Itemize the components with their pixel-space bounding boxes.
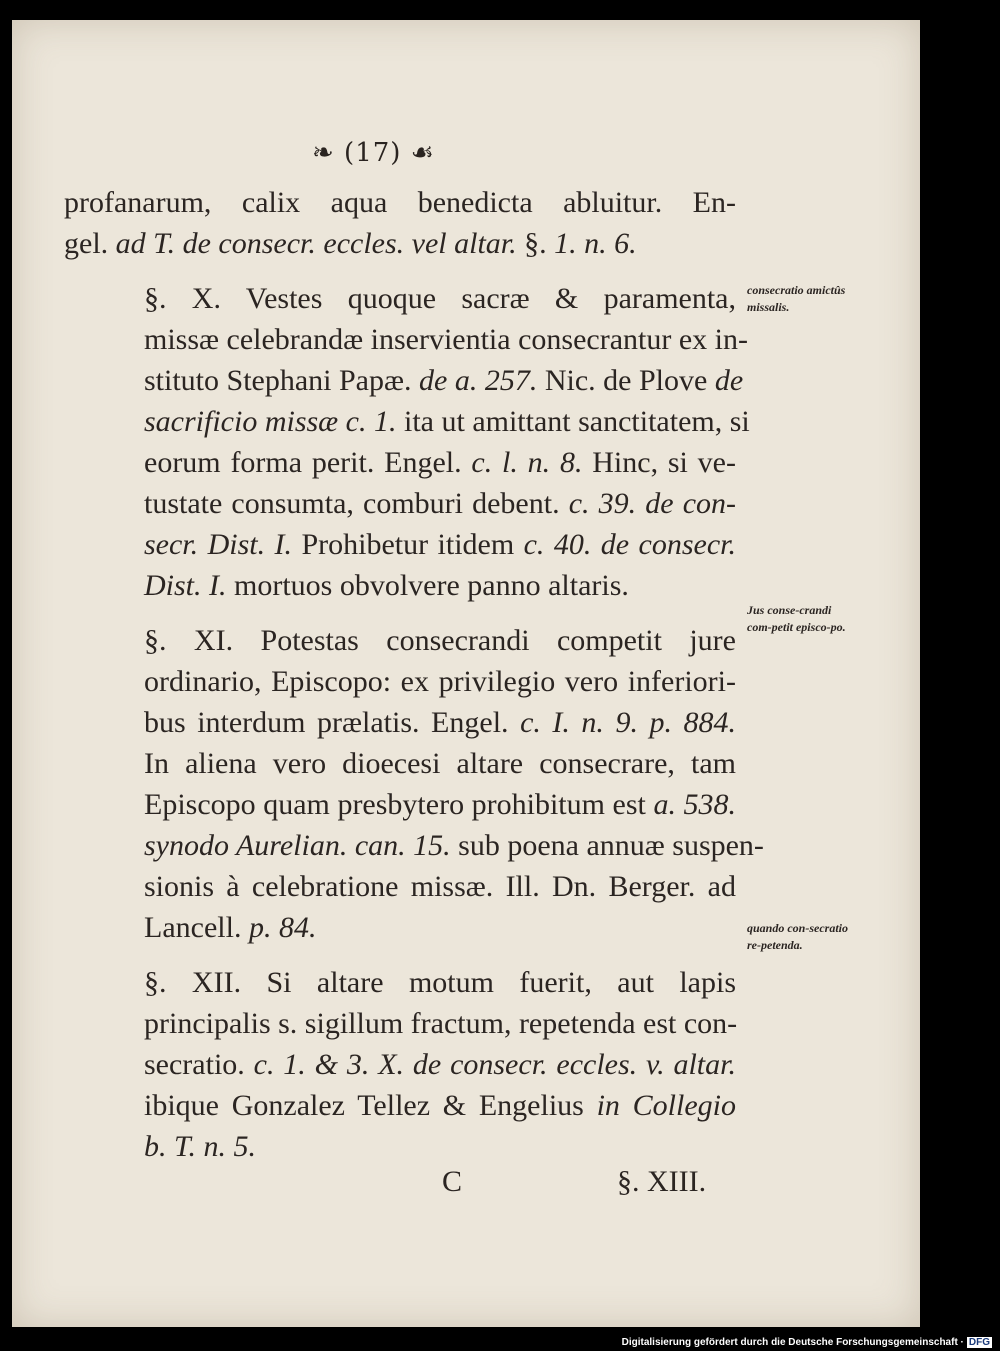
text-line: Lancell. p. 84. [144,911,317,944]
text-line: gel. ad T. de consecr. eccles. vel altar. §. 1. n. 6. [64,227,637,260]
margin-note-jus: Jus conse-crandi com-petit episco-po. [747,603,846,634]
text-line: sacrificio missæ c. 1. ita ut amittant sanctitatem, si [144,405,750,438]
text-line: §. XI. Potestas consecrandi competit jure [144,624,736,657]
text-line: tustate consumta, comburi debent. c. 39. de con- [144,487,736,520]
credit-text: Digitalisierung gefördert durch die Deutsche Forschungsgemeinschaft · [621,1337,964,1348]
text-line: Dist. I. mortuos obvolvere panno altaris. [144,569,629,602]
signature-mark: C [442,1165,463,1198]
paragraph-section-xi [64,620,764,948]
text-line: In aliena vero dioecesi altare consecrare, tam [144,747,736,780]
text-line: profanarum, calix aqua benedicta abluitur. En- [64,186,736,219]
text-line: stituto Stephani Papæ. de a. 257. Nic. de Plove de [144,364,744,397]
text-line: b. T. n. 5. [144,1130,256,1163]
text-line: §. XII. Si altare motum fuerit, aut lapis [144,966,736,999]
page-header: ❧ (17) ☙ [312,138,435,168]
dfg-logo: DFG [968,1337,990,1348]
catchword: §. XIII. [617,1165,707,1198]
text-line: secratio. c. 1. & 3. X. de consecr. eccles. v. altar. [144,1048,736,1081]
margin-note-quando: quando con-secratio re-petenda. [747,921,849,952]
text-line: ordinario, Episcopo: ex privilegio vero inferiori- [144,665,736,698]
text-line: §. X. Vestes quoque sacræ & paramenta, [144,282,736,315]
paragraph-section-xii [64,962,736,1167]
text-line: secr. Dist. I. Prohibetur itidem c. 40. de consecr. [144,528,736,561]
body-text [64,182,764,1167]
paragraph-1 [64,182,736,264]
digitization-credit [622,1337,992,1348]
text-line: principalis s. sigillum fractum, repetenda est con- [144,1007,738,1040]
text-line: synodo Aurelian. can. 15. sub poena annuæ suspen- [144,829,764,862]
text-line: missæ celebrandæ inservientia consecrantur ex in- [144,323,748,356]
text-line: eorum forma perit. Engel. c. l. n. 8. Hinc, si ve- [144,446,736,479]
paragraph-section-x [64,278,750,606]
text-line: Episcopo quam presbytero prohibitum est a. 538. [144,788,737,821]
margin-note-consecratio: consecratio amictûs missalis. [747,283,846,314]
text-line: sionis à celebratione missæ. Ill. Dn. Berger. ad [144,870,736,903]
text-line: ibique Gonzalez Tellez & Engelius in Collegio [144,1089,737,1122]
book-page [12,20,920,1327]
text-line: bus interdum prælatis. Engel. c. I. n. 9. p. 884. [144,706,736,739]
